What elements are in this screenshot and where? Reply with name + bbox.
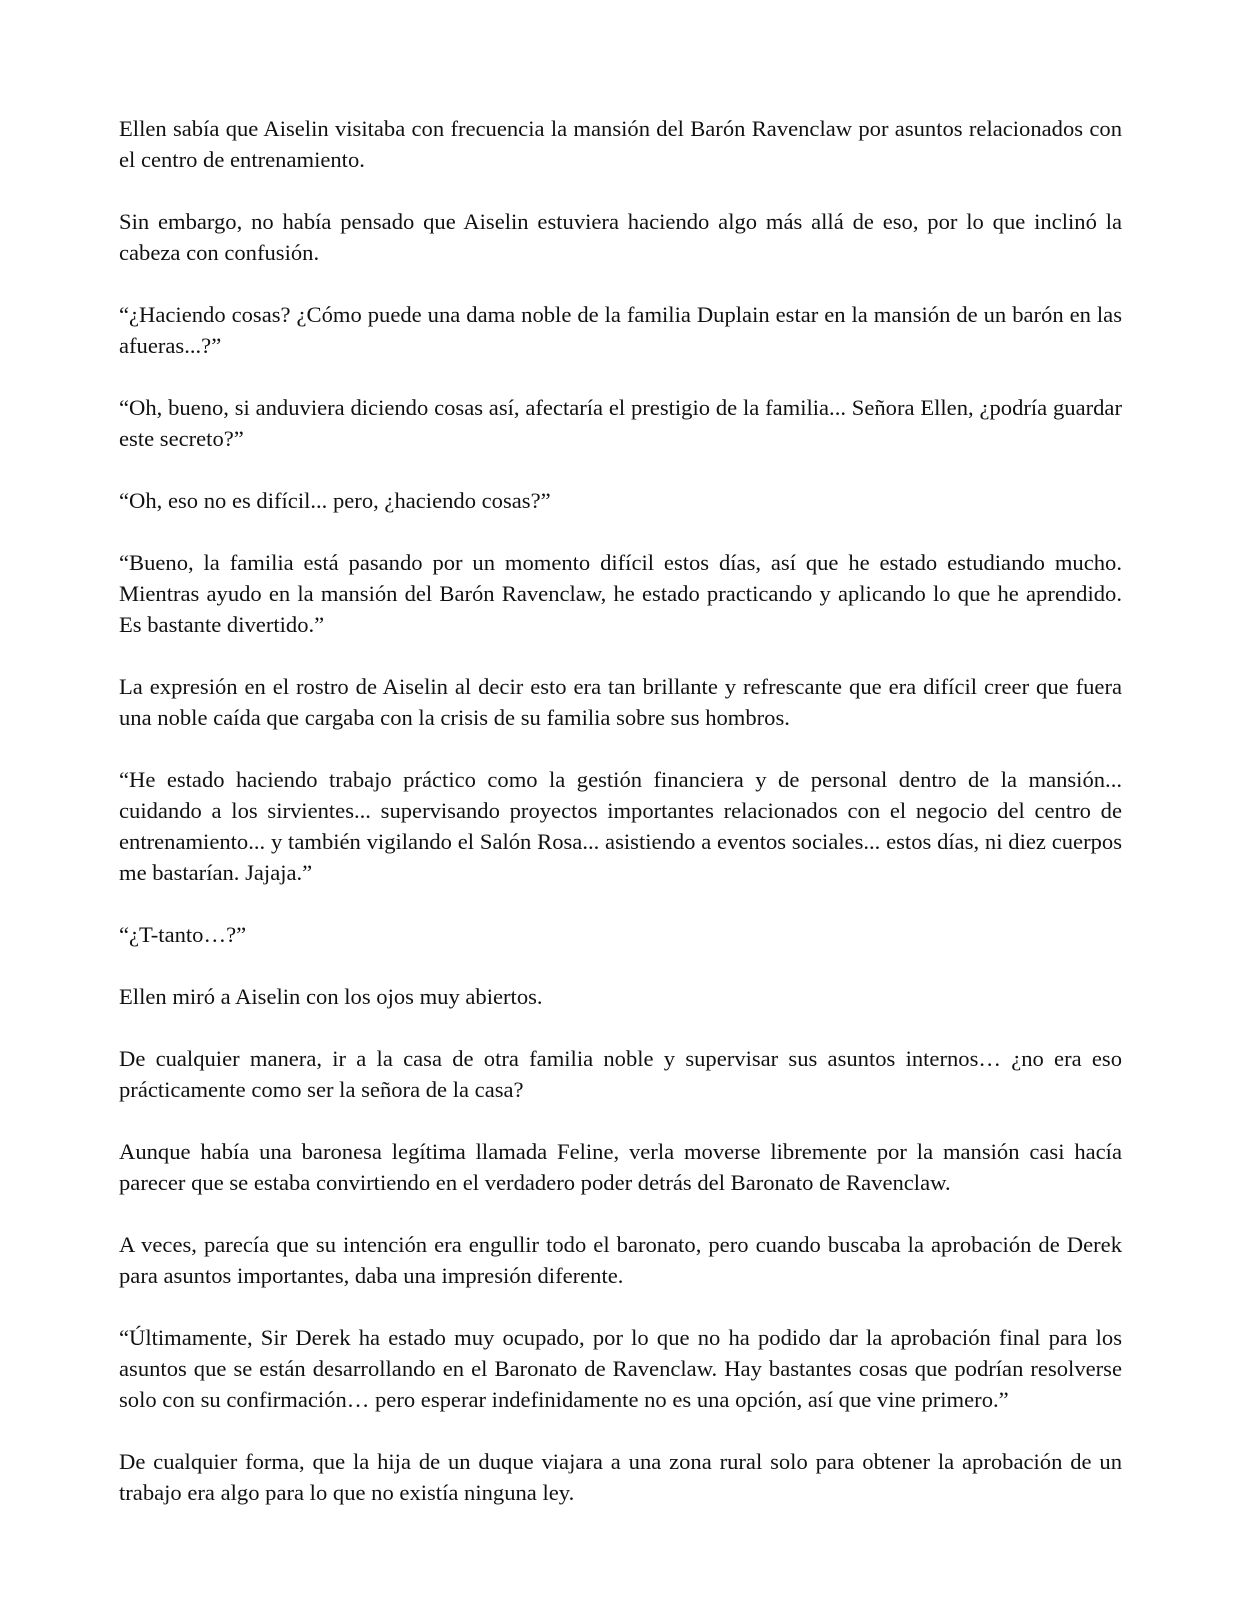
paragraph: La expresión en el rostro de Aiselin al decir esto era tan brillante y refrescante que era difícil creer que fuera una noble caída que cargaba con la crisis de su familia sobre sus hombros. [119, 674, 1122, 730]
paragraph: A veces, parecía que su intención era engullir todo el baronato, pero cuando buscaba la aprobación de Derek para asuntos importantes, daba una impresión diferente. [119, 1232, 1122, 1288]
document-body [119, 113, 1122, 1508]
paragraph: “Últimamente, Sir Derek ha estado muy ocupado, por lo que no ha podido dar la aprobación final para los asuntos que se están desarrollando en el Baronato de Ravenclaw. Hay bastantes cosas que podrían resolverse solo con su confirmación… pero esperar indefinidamente no es una opción, así que vine primero.” [119, 1325, 1122, 1412]
paragraph: De cualquier manera, ir a la casa de otra familia noble y supervisar sus asuntos internos… ¿no era eso prácticamente como ser la señora de la casa? [119, 1046, 1122, 1102]
paragraph: De cualquier forma, que la hija de un duque viajara a una zona rural solo para obtener la aprobación de un trabajo era algo para lo que no existía ninguna ley. [119, 1449, 1122, 1505]
paragraph: Sin embargo, no había pensado que Aiselin estuviera haciendo algo más allá de eso, por lo que inclinó la cabeza con confusión. [119, 209, 1122, 265]
paragraph: “He estado haciendo trabajo práctico como la gestión financiera y de personal dentro de la mansión... cuidando a los sirvientes... supervisando proyectos importantes relacionados con el negocio del centro de entrenamiento... y también vigilando el Salón Rosa... asistiendo a eventos sociales... estos días, ni diez cuerpos me bastarían. Jajaja.” [119, 767, 1122, 885]
paragraph: “Bueno, la familia está pasando por un momento difícil estos días, así que he estado estudiando mucho. Mientras ayudo en la mansión del Barón Ravenclaw, he estado practicando y aplicando lo que he aprendido. Es bastante divertido.” [119, 550, 1122, 637]
paragraph: “¿T-tanto…?” [119, 922, 247, 947]
paragraph: Aunque había una baronesa legítima llamada Feline, verla moverse libremente por la mansión casi hacía parecer que se estaba convirtiendo en el verdadero poder detrás del Baronato de Ravenclaw. [119, 1139, 1122, 1195]
paragraph: “Oh, bueno, si anduviera diciendo cosas así, afectaría el prestigio de la familia... Señora Ellen, ¿podría guardar este secreto?” [119, 395, 1122, 451]
paragraph: Ellen sabía que Aiselin visitaba con frecuencia la mansión del Barón Ravenclaw por asuntos relacionados con el centro de entrenamiento. [119, 116, 1122, 172]
paragraph: Ellen miró a Aiselin con los ojos muy abiertos. [119, 984, 543, 1009]
paragraph: “Oh, eso no es difícil... pero, ¿haciendo cosas?” [119, 488, 551, 513]
paragraph: “¿Haciendo cosas? ¿Cómo puede una dama noble de la familia Duplain estar en la mansión de un barón en las afueras...?” [119, 302, 1122, 358]
